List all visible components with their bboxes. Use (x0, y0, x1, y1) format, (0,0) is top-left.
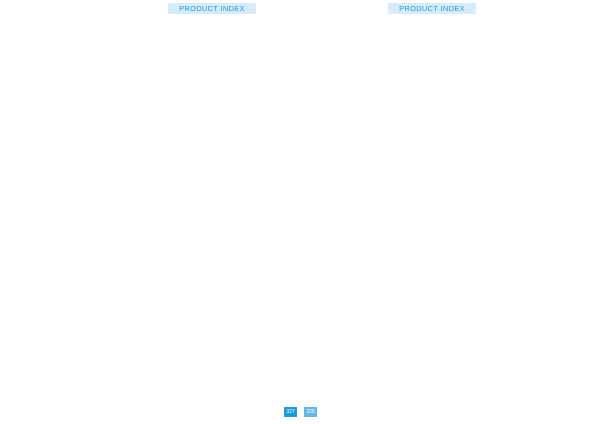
page-number-left: 327 (284, 407, 297, 417)
header-tab-left: PRODUCT INDEX (168, 3, 256, 14)
header-tab-right: PRODUCT INDEX (388, 3, 476, 14)
page-number-right: 328 (304, 407, 317, 417)
